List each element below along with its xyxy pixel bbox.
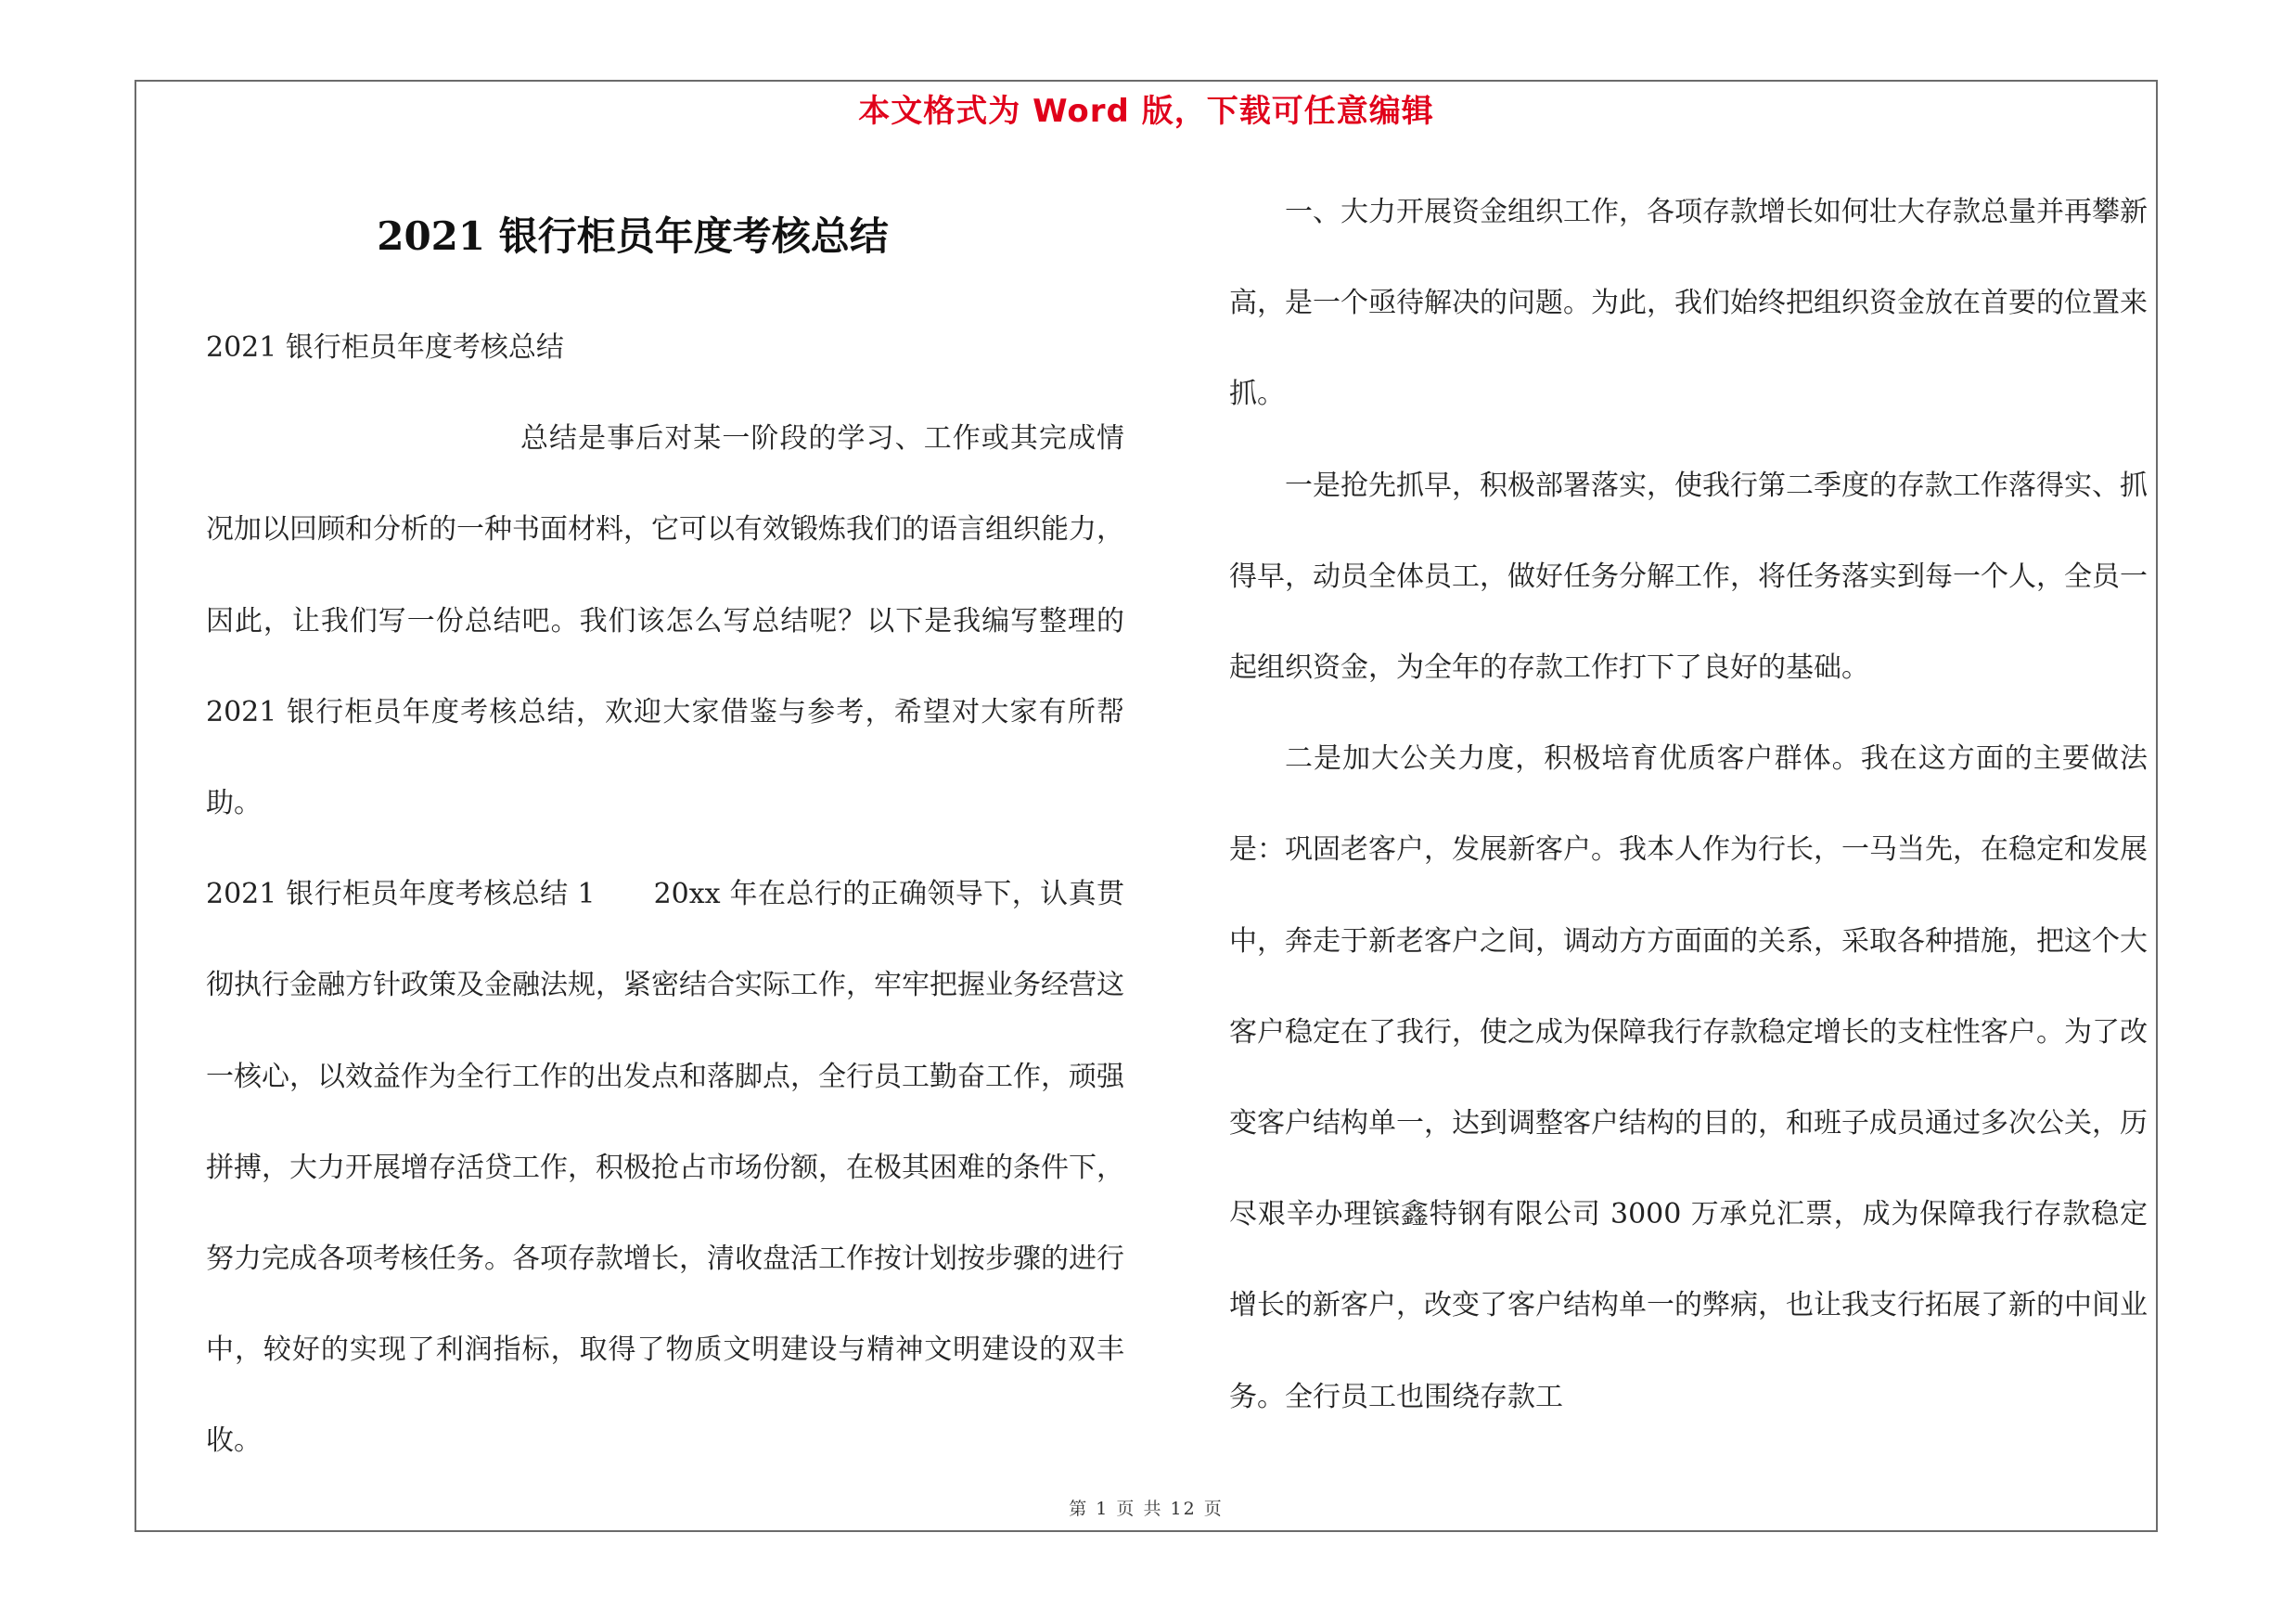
left-column (206, 303, 1124, 1488)
body-paragraph-2: 一是抢先抓早，积极部署落实，使我行第二季度的存款工作落得实、抓得早，动员全体员工，做好任务分解工作，将任务落实到每一个人，全员一起组织资金，为全年的存款工作打下了良好的基础。 (1229, 469, 2148, 685)
section-heading: 2021 银行柜员年度考核总结 1 (206, 878, 596, 911)
intro-paragraph: 总结是事后对某一阶段的学习、工作或其完成情况加以回顾和分析的一种书面材料，它可以有效锻炼我们的语言组织能力，因此，让我们写一份总结吧。我们该怎么写总结呢？以下是我编写整理的 2021 银行柜员年度考核总结，欢迎大家借鉴与参考，希望对大家有所帮助。 (206, 422, 1124, 820)
right-column (1229, 167, 2148, 1443)
document-title: 2021 银行柜员年度考核总结 (377, 213, 889, 259)
section-paragraph (206, 849, 1124, 1487)
page-number-footer: 第 1 页 共 12 页 (1069, 1499, 1224, 1519)
format-notice-banner: 本文格式为 Word 版，下载可任意编辑 (858, 93, 1434, 130)
section-body: 20xx 年在总行的正确领导下，认真贯彻执行金融方针政策及金融法规，紧密结合实际工作，牢牢把握业务经营这一核心，以效益作为全行工作的出发点和落脚点，全行员工勤奋工作，顽强拼搏，大力开展增存活贷工作，积极抢占市场份额，在极其困难的条件下，努力完成各项考核任务。各项存款增长，清收盘活工作按计划按步骤的进行中，较好的实现了利润指标，取得了物质文明建设与精神文明建设的双丰收。 (206, 878, 1124, 1458)
body-paragraph-1: 一、大力开展资金组织工作，各项存款增长如何壮大存款总量并再攀新高，是一个亟待解决的问题。为此，我们始终把组织资金放在首要的位置来抓。 (1229, 196, 2148, 411)
subtitle: 2021 银行柜员年度考核总结 (206, 331, 564, 364)
body-paragraph-3: 二是加大公关力度，积极培育优质客户群体。我在这方面的主要做法是：巩固老客户，发展新客户。我本人作为行长，一马当先，在稳定和发展中，奔走于新老客户之间，调动方方面面的关系，采取各种措施，把这个大客户稳定在了我行，使之成为保障我行存款稳定增长的支柱性客户。为了改变客户结构单一，达到调整客户结构的目的，和班子成员通过多次公关，历尽艰辛办理镔鑫特钢有限公司 3000 万承兑汇票，成为保障我行存款稳定增长的新客户，改变了客户结构单一的弊病，也让我支行拓展了新的中间业务。全行员工也围绕存款工 (1229, 742, 2148, 1413)
